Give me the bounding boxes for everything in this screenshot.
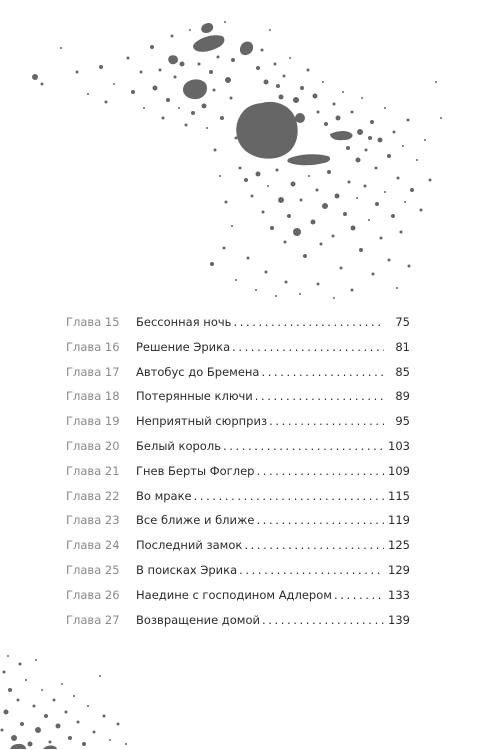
chapter-page-number: 129 [388,563,410,577]
chapter-page-number: 103 [388,439,410,453]
chapter-page-number: 115 [388,488,410,503]
chapter-title-line [136,461,384,481]
chapter-title-line [136,510,384,530]
toc-entry [0,560,490,580]
toc-entry [0,362,490,382]
chapter-label: Глава 25 [66,563,120,577]
chapter-page-number: 81 [395,339,410,354]
splatter-bottom [1,655,128,749]
chapter-title-line [136,486,384,506]
dot-leader [194,486,384,506]
chapter-title: Потерянные ключи [136,389,253,404]
chapter-title: Бессонная ночь [136,315,232,329]
dot-leader [232,337,384,357]
dot-leader [256,461,384,481]
chapter-title-line [136,610,384,630]
chapter-label: Глава 24 [66,538,120,553]
chapter-label: Глава 20 [66,439,120,453]
dot-leader [269,411,384,431]
chapter-label: Глава 27 [66,612,120,627]
dot-leader [256,510,384,530]
dot-leader [334,585,384,605]
toc-entry [0,585,490,605]
chapter-label: Глава 22 [66,488,120,503]
chapter-label: Глава 17 [66,364,120,379]
toc-entry [0,610,490,630]
chapter-title: Белый король [136,439,221,453]
toc-entry [0,535,490,555]
chapter-page-number: 119 [388,513,410,528]
toc-entry [0,436,490,456]
chapter-title: Гнев Берты Фоглер [136,463,255,478]
toc-entry [0,411,490,431]
chapter-title-line [136,362,384,382]
chapter-title: Неприятный сюрприз [136,414,268,429]
toc-entry [0,312,490,332]
chapter-label: Глава 15 [66,315,120,329]
toc-entry [0,337,490,357]
chapter-label: Глава 21 [66,463,120,478]
chapter-title: Решение Эрика [136,339,231,354]
dot-leader [223,436,384,456]
chapter-page-number: 125 [388,538,410,553]
dot-leader [244,535,384,555]
chapter-page-number: 109 [388,463,410,478]
chapter-page-number: 85 [395,364,410,379]
chapter-title: Все ближе и ближе [136,513,255,528]
chapter-label: Глава 18 [66,389,120,404]
chapter-page-number: 133 [388,587,410,602]
chapter-page-number: 75 [395,315,410,329]
toc-entry [0,510,490,530]
chapter-title-line [136,386,384,406]
chapter-title-line [136,312,384,332]
chapter-page-number: 139 [388,612,410,627]
chapter-title-line [136,585,384,605]
chapter-title: Наедине с господином Адлером [136,587,332,602]
chapter-title: Возвращение домой [136,612,260,627]
chapter-title-line [136,411,384,431]
chapter-label: Глава 19 [66,414,120,429]
dot-leader [233,312,384,332]
chapter-title-line [136,436,384,456]
chapter-page-number: 89 [395,389,410,404]
toc-entry [0,461,490,481]
chapter-page-number: 95 [395,414,410,429]
dot-leader [262,610,384,630]
chapter-title: Во мраке [136,488,192,503]
chapter-title: Последний замок [136,538,243,553]
toc-entry [0,386,490,406]
dot-leader [261,362,384,382]
chapter-title: В поисках Эрика [136,563,238,577]
chapter-label: Глава 16 [66,339,120,354]
dot-leader [239,560,384,580]
splatter-top [32,21,442,299]
chapter-title-line [136,560,384,580]
chapter-label: Глава 26 [66,587,120,602]
chapter-title: Автобус до Бремена [136,364,260,379]
chapter-title-line [136,535,384,555]
chapter-title-line [136,337,384,357]
dot-leader [255,386,384,406]
toc-entry [0,486,490,506]
chapter-label: Глава 23 [66,513,120,528]
